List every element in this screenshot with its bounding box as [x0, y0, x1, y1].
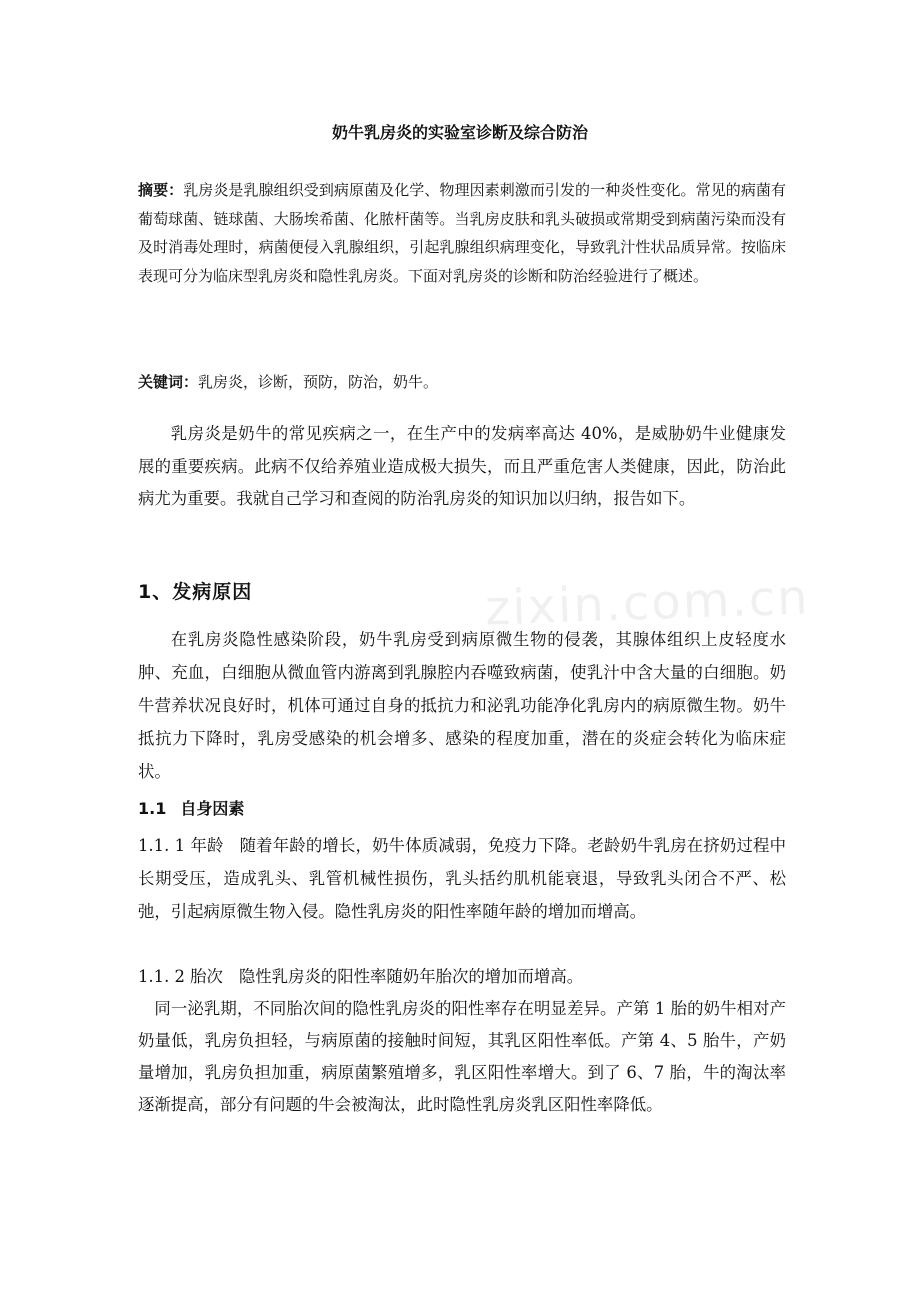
abstract-paragraph — [138, 176, 786, 290]
abstract-text: 乳房炎是乳腺组织受到病原菌及化学、物理因素刺激而引发的一种炎性变化。常见的病菌有葡萄球菌、链球菌、大肠埃希菌、化脓杆菌等。当乳房皮肤和乳头破损或常期受到病菌污染而没有及时消毒处理时，病菌便侵入乳腺组织，引起乳腺组织病理变化，导致乳汁性状品质异常。按临床表现可分为临床型乳房炎和隐性乳房炎。下面对乳房炎的诊断和防治经验进行了概述。 — [138, 181, 786, 285]
watermark: zixin.com.cn — [484, 569, 811, 637]
parity-item-label: 1.1. 2 胎次 — [138, 967, 223, 986]
section-heading-causes: 1、发病原因 — [138, 581, 253, 603]
keywords-label: 关键词： — [138, 373, 199, 391]
subsection-title: 自身因素 — [180, 799, 245, 818]
keywords-text: 乳房炎，诊断，预防，防治，奶牛。 — [198, 373, 439, 391]
subsection-heading-self-factors — [138, 795, 244, 823]
age-item-text: 随着年龄的增长，奶牛体质减弱，免疫力下降。老龄奶牛乳房在挤奶过程中长期受压，造成乳头、乳管机械性损伤，乳头括约肌机能衰退，导致乳头闭合不严、松弛，引起病原微生物入侵。隐性乳房炎的阳性率随年龄的增加而增高。 — [138, 836, 787, 921]
parity-item-text: 隐性乳房炎的阳性率随奶年胎次的增加而增高。 — [238, 967, 584, 986]
parity-paragraph: 同一泌乳期，不同胎次间的隐性乳房炎的阳性率存在明显差异。产第 1 胎的奶牛相对产奶量低，乳房负担轻，与病原菌的接触时间短，其乳区阳性率低。产第 4、5 胎牛，产奶量增加，乳房负担加重，病原菌繁殖增多，乳区阳性率增大。到了 6、7 胎，牛的淘汰率逐渐提高，部分有问题的牛会被淘汰，此时隐性乳房炎乳区阳性率降低。 — [138, 999, 786, 1114]
subsection-number: 1.1 — [138, 799, 167, 818]
age-paragraph — [138, 829, 786, 928]
causes-paragraph: 在乳房炎隐性感染阶段，奶牛乳房受到病原微生物的侵袭，其腺体组织上皮轻度水肿、充血，白细胞从微血管内游离到乳腺腔内吞噬致病菌，使乳汁中含大量的白细胞。奶牛营养状况良好时，机体可通过自身的抵抗力和泌乳功能净化乳房内的病原微生物。奶牛抵抗力下降时，乳房受感染的机会增多、感染的程度加重，潜在的炎症会转化为临床症状。 — [138, 630, 786, 781]
document-title: 奶牛乳房炎的实验室诊断及综合防治 — [331, 123, 588, 142]
keywords-paragraph — [138, 368, 786, 396]
parity-item-line — [138, 960, 786, 993]
abstract-label: 摘要： — [138, 181, 184, 199]
intro-paragraph: 乳房炎是奶牛的常见疾病之一，在生产中的发病率高达 40%，是威胁奶牛业健康发展的重要疾病。此病不仅给养殖业造成极大损失，而且严重危害人类健康，因此，防治此病尤为重要。我就自己学习和查阅的防治乳房炎的知识加以归纳，报告如下。 — [138, 424, 786, 508]
age-item-label: 1.1. 1 年龄 — [138, 836, 224, 855]
